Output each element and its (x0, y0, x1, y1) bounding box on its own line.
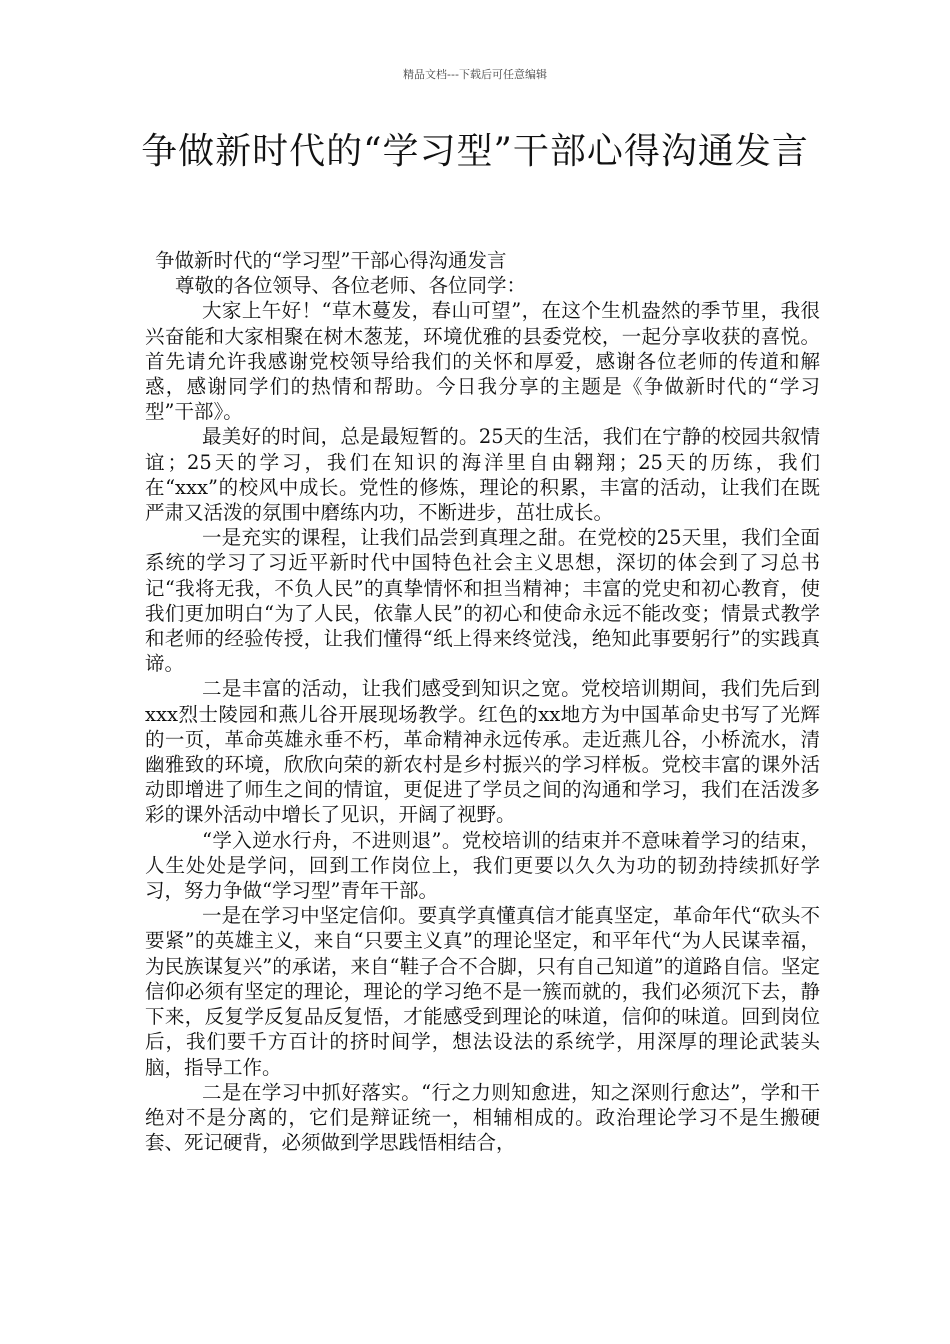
paragraph-time: 最美好的时间，总是最短暂的。25天的生活，我们在宁静的校园共叙情谊；25天的学习，我们在知识的海洋里自由翱翔；25天的历练，我们在“xxx”的校风中成长。党性的修炼，理论的积累，丰富的活动，让我们在既严肃又活泼的氛围中磨练内功，不断进步，茁壮成长。 (145, 425, 820, 525)
paragraph-courses: 一是充实的课程，让我们品尝到真理之甜。在党校的25天里，我们全面系统的学习了习近平新时代中国特色社会主义思想，深切的体会到了习总书记“我将无我，不负人民”的真挚情怀和担当精神；丰富的党史和初心教育，使我们更加明白“为了人民，依靠人民”的初心和使命永远不能改变；情景式教学和老师的经验传授，让我们懂得“纸上得来终觉浅，绝知此事要躬行”的实践真谛。 (145, 526, 820, 676)
page-header-note: 精品文档---下载后可任意编辑 (403, 68, 547, 81)
document-subtitle: 争做新时代的“学习型”干部心得沟通发言 (155, 249, 507, 272)
salutation: 尊敬的各位领导、各位老师、各位同学： (175, 274, 527, 298)
paragraph-transition: “学入逆水行舟，不进则退”。党校培训的结束并不意味着学习的结束，人生处处是学问，回到工作岗位上，我们更要以久久为功的韧劲持续抓好学习，努力争做“学习型”青年干部。 (145, 828, 820, 903)
paragraph-greeting: 大家上午好！“草木蔓发，春山可望”，在这个生机盎然的季节里，我很兴奋能和大家相聚在树木葱茏，环境优雅的县委党校，一起分享收获的喜悦。首先请允许我感谢党校领导给我们的关怀和厚爱，感谢各位老师的传道和解惑，感谢同学们的热情和帮助。今日我分享的主题是《争做新时代的“学习型”干部》。 (145, 299, 820, 424)
document-body (145, 248, 820, 1155)
paragraph-belief: 一是在学习中坚定信仰。要真学真懂真信才能真坚定，革命年代“砍头不要紧”的英雄主义，来自“只要主义真”的理论坚定，和平年代“为人民谋幸福，为民族谋复兴”的承诺，来自“鞋子合不合脚，只有自己知道”的道路自信。坚定信仰必须有坚定的理论，理论的学习绝不是一簇而就的，我们必须沉下去，静下来，反复学反复品反复悟，才能感受到理论的味道，信仰的味道。回到岗位后，我们要千方百计的挤时间学，想法设法的系统学，用深厚的理论武装头脑，指导工作。 (145, 904, 820, 1079)
document-title: 争做新时代的“学习型”干部心得沟通发言 (141, 131, 809, 172)
paragraph-activities: 二是丰富的活动，让我们感受到知识之宽。党校培训期间，我们先后到xxx烈士陵园和燕儿谷开展现场教学。红色的xx地方为中国革命史书写了光辉的一页，革命英雄永垂不朽，革命精神永远传承。走近燕儿谷，小桥流水，清幽雅致的环境，欣欣向荣的新农村是乡村振兴的学习样板。党校丰富的课外活动即增进了师生之间的情谊，更促进了学员之间的沟通和学习，我们在活泼多彩的课外活动中增长了见识，开阔了视野。 (145, 677, 820, 827)
paragraph-practice: 二是在学习中抓好落实。“行之力则知愈进，知之深则行愈达”，学和干绝对不是分离的，它们是辩证统一，相辅相成的。政治理论学习不是生搬硬套、死记硬背，必须做到学思践悟相结合， (145, 1080, 820, 1155)
